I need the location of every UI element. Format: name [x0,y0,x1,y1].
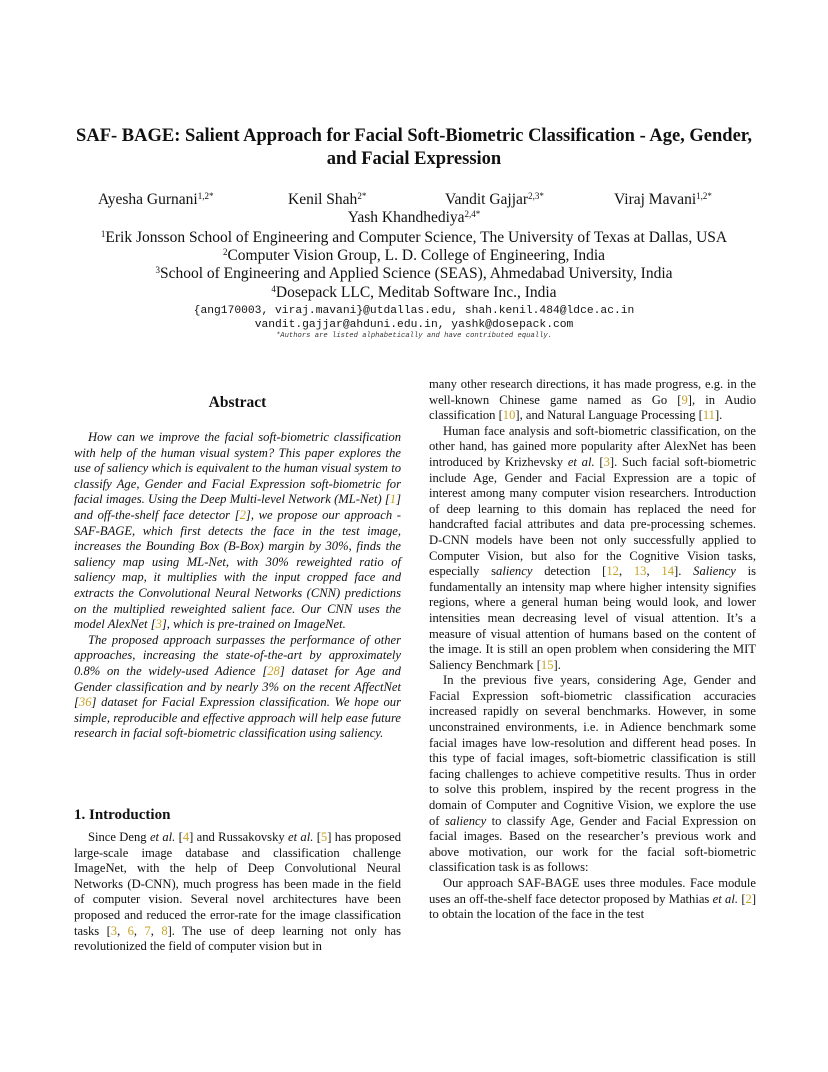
intro-body [74,830,401,955]
citation-link[interactable]: 12 [606,564,619,579]
author-affil-sup: 1,2* [197,191,214,201]
affil-sup: 1 [100,229,106,239]
citation-link[interactable]: 1 [389,492,397,507]
affiliation-4 [40,284,788,302]
author-affil-sup: 2* [357,191,367,201]
author-affil-sup: 2,4* [464,209,481,219]
right-paragraph-1: many other research directions, it has made progress, e.g. in the well-known Chinese game named as Go [9], in Audio classification [10], and Natural Language Processing [11]. [429,377,756,423]
author-name: Yash Khandhediya [347,209,465,226]
citation-link[interactable]: 5 [320,830,328,844]
introduction-heading: 1. Introduction [74,807,171,823]
citation-link[interactable]: 4 [182,830,190,844]
abstract-heading: Abstract [208,394,267,411]
affil-sup: 4 [271,284,276,294]
affil-text: Dosepack LLC, Meditab Software Inc., India [275,284,557,301]
right-paragraph-3: In the previous five years, considering Age, Gender and Facial Expression soft-biometric classification accuracies increased rapidly on several benchmarks. However, in some unconstrained environments, i.e. in Adience benchmark some facial images have low-resolution and different head poses. In this type of facial images, soft-biometric classification is still facing challenges to achieve competitive results. Thus in order to solve this problem, inspired by the recent progress in the domain of Computer and Cognitive Vision, we explore the use of saliency to classify Age, Gender and Facial Expression on facial images. Based on the researcher’s previous work and above motivation, our work for the facial soft-biometric classification task is as follows: [429,673,756,875]
affil-text: Computer Vision Group, L. D. College of Engineering, India [227,247,606,264]
author-1 [98,191,213,209]
abstract-paragraph-2: The proposed approach surpasses the performance of other approaches, increasing the state-of-the-art by approximately 0.8% on the widely-used Adience [28] dataset for Age and Gender classification and by nearly 3% on the recent AffectNet [36] dataset for Facial Expression classification. We hope our simple, reproducible and effective approach will help ease future research in facial soft-biometric classification using saliency. [74,632,401,741]
author-name: Ayesha Gurnani [98,191,198,208]
citation-link[interactable]: 11 [702,408,715,423]
citation-link[interactable]: 6 [127,923,134,938]
citation-link[interactable]: 2 [239,507,246,522]
author-name: Kenil Shah [288,191,358,208]
author-3 [445,191,544,209]
citation-link[interactable]: 14 [661,564,674,579]
author-affil-sup: 2,3* [528,191,544,201]
affiliation-3 [40,265,788,283]
author-name: Viraj Mavani [614,191,697,208]
citation-link[interactable]: 15 [540,657,554,672]
affiliation-1 [40,229,788,247]
right-column-body [429,377,756,923]
citation-link[interactable]: 10 [502,408,516,423]
affil-text: School of Engineering and Applied Science (SEAS), Ahmedabad University, India [159,265,673,282]
affiliation-2 [40,247,788,265]
citation-link[interactable]: 2 [745,891,752,906]
email-line-1: {ang170003, viraj.mavani}@utdallas.edu, shah.kenil.484@ldce.ac.in [193,305,635,317]
citation-link[interactable]: 8 [161,923,168,938]
right-paragraph-2: Human face analysis and soft-biometric classification, on the other hand, has gained more popularity after AlexNet has been introduced by Krizhevsky et al. [3]. Such facial soft-biometric include Age, Gender and Facial Expression are a topic of interest among many computer vision researchers. Introduction of deep learning to this domain has replaced the need for handcrafted facial attributes and data pre-processing schemes. D-CNN models have been not only successfully applied to Computer Vision, but also for the Cognitive Vision tasks, especially saliency detection [12, 13, 14]. Saliency is fundamentally an intensity map where higher intensity signifies regions, where a general human being would look, and lower intensities mean decreasing level of visual attention. It’s a measure of visual attention of humans based on the content of the image. It is still an open problem when considering the MIT Saliency Benchmark [15]. [429,423,757,672]
citation-link[interactable]: 3 [603,454,610,469]
author-4 [614,191,712,209]
author-5 [0,209,828,227]
affil-sup: 3 [155,265,160,275]
citation-link[interactable]: 3 [110,923,118,938]
author-name: Vandit Gajjar [445,191,529,208]
right-paragraph-4: Our approach SAF-BAGE uses three modules. Face module uses an off-the-shelf face detector proposed by Mathias et al. [2] to obtain the location of the face in the test [429,876,757,922]
author-2 [288,191,366,209]
citation-link[interactable]: 36 [78,695,92,710]
citation-link[interactable]: 13 [633,564,647,579]
affil-text: Erik Jonsson School of Engineering and Computer Science, The University of Texas at Dallas, USA [105,229,728,246]
citation-link[interactable]: 7 [144,923,151,938]
paper-title: SAF- BAGE: Salient Approach for Facial Soft-Biometric Classification - Age, Gender, and Facial Expression [76,126,752,169]
affil-sup: 2 [222,247,228,257]
abstract-body [74,430,401,742]
equal-contribution-note: *Authors are listed alphabetically and have contributed equally. [275,332,553,340]
citation-link[interactable]: 9 [681,392,688,407]
citation-link[interactable]: 28 [267,663,280,678]
intro-paragraph-1: Since Deng et al. [4] and Russakovsky et al. [5] has proposed large-scale image database and classification challenge ImageNet, with the help of Deep Convolutional Neural Networks (D-CNN), much progress has been made in the field of computer vision. Several novel architectures have been proposed and reduced the error-rate for the image classification tasks [3, 6, 7, 8]. The use of deep learning not only has revolutionized the field of computer vision but in [74,830,402,954]
abstract-paragraph-1: How can we improve the facial soft-biometric classification with help of the human visual system? This paper explores the use of saliency which is equivalent to the human visual system to classify Age, Gender and Facial Expression soft-biometric for facial images. Using the Deep Multi-level Network (ML-Net) [1] and off-the-shelf face detector [2], we propose our approach - SAF-BAGE, which first detects the face in the test image, increases the Bounding Box (B-Box) margin by 30%, finds the saliency map using ML-Net, with 30% reweighted ratio of saliency map, it multiplies with the input cropped face and extracts the Convolutional Neural Networks (CNN) predictions on the multiplied reweighted salient face. Our CNN uses the model AlexNet [3], which is pre-trained on ImageNet. [74,430,401,632]
citation-link[interactable]: 3 [155,617,162,632]
email-line-2: vandit.gajjar@ahduni.edu.in, yashk@dosepack.com [254,319,574,331]
author-affil-sup: 1,2* [696,191,712,201]
